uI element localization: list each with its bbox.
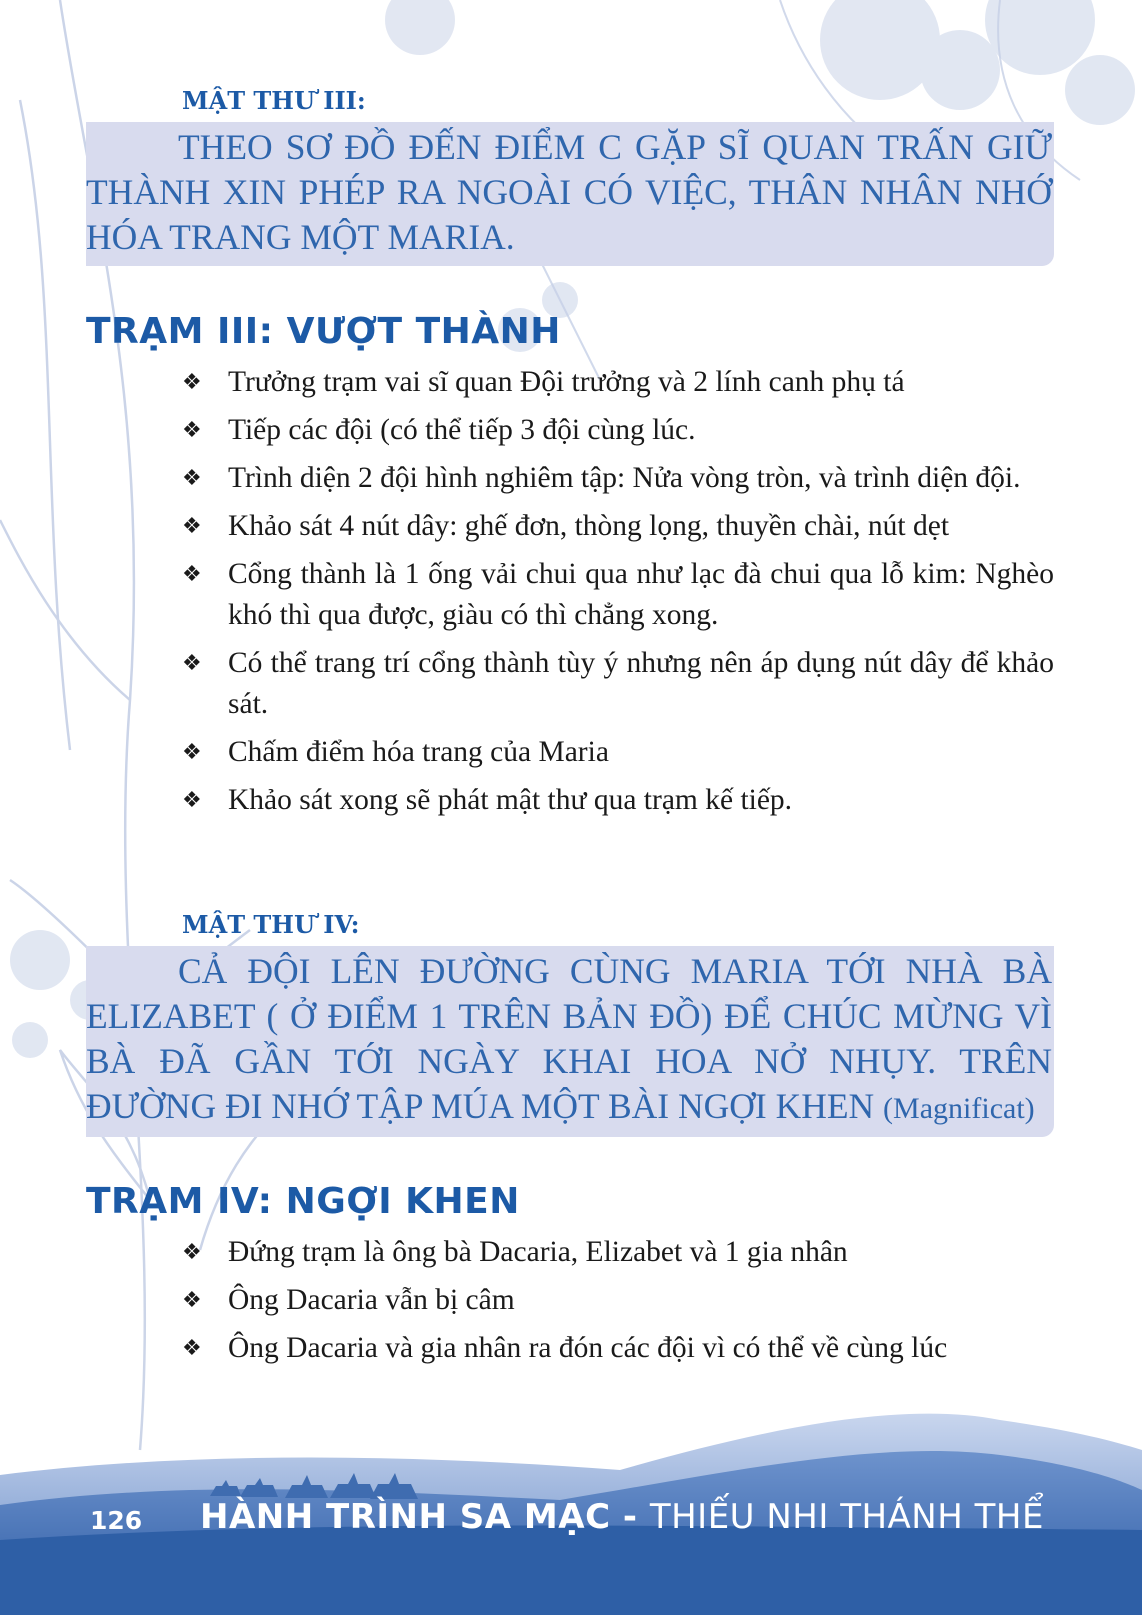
diamond-ornament-icon: ❖ xyxy=(182,1336,202,1361)
list-item-text: Cổng thành là 1 ống vải chui qua như lạc đà chui qua lỗ kim: Nghèo khó thì qua được, giàu có thì chẳng xong. xyxy=(228,558,1054,631)
book-title-separator: - xyxy=(610,1497,650,1537)
diamond-ornament-icon: ❖ xyxy=(182,1288,202,1313)
list-item-text: Chấm điểm hóa trang của Maria xyxy=(228,736,609,768)
list-item-text: Có thể trang trí cổng thành tùy ý nhưng nên áp dụng nút dây để khảo sát. xyxy=(228,647,1054,720)
list-item-text: Ông Dacaria và gia nhân ra đón các đội vì có thể về cùng lúc xyxy=(228,1332,948,1364)
secret-code-4-text-tail: (Magnificat) xyxy=(883,1092,1035,1125)
secret-code-4-text: CẢ ĐỘI LÊN ĐƯỜNG CÙNG MARIA TỚI NHÀ BÀ ELIZABET ( Ở ĐIỂM 1 TRÊN BẢN ĐỒ) ĐỂ CHÚC MỪNG VÌ BÀ ĐÃ GẦN TỚI NGÀY KHAI HOA NỞ NHỤY. TRÊN ĐƯỜNG ĐI NHỚ TẬP MÚA MỘT BÀI NGỢI KHEN xyxy=(86,951,1052,1126)
list-item-text: Trưởng trạm vai sĩ quan Đội trưởng và 2 lính canh phụ tá xyxy=(228,366,905,398)
list-item-text: Khảo sát xong sẽ phát mật thư qua trạm kế tiếp. xyxy=(228,784,793,816)
book-title-bold: HÀNH TRÌNH SA MẠC xyxy=(200,1497,611,1537)
diamond-ornament-icon: ❖ xyxy=(182,562,202,587)
diamond-ornament-icon: ❖ xyxy=(182,1240,202,1265)
list-item-text: Đứng trạm là ông bà Dacaria, Elizabet và 1 gia nhân xyxy=(228,1236,848,1268)
diamond-ornament-icon: ❖ xyxy=(182,788,202,813)
diamond-ornament-icon: ❖ xyxy=(182,370,202,395)
diamond-ornament-icon: ❖ xyxy=(182,651,202,676)
diamond-ornament-icon: ❖ xyxy=(182,466,202,491)
list-item-text: Khảo sát 4 nút dây: ghế đơn, thòng lọng, thuyền chài, nút dẹt xyxy=(228,510,950,542)
diamond-ornament-icon: ❖ xyxy=(182,740,202,765)
book-title-regular: THIẾU NHI THÁNH THỂ xyxy=(649,1497,1044,1537)
book-title xyxy=(200,1497,1044,1537)
station-4-heading: TRẠM IV: NGỢI KHEN xyxy=(86,1181,520,1222)
diamond-ornament-icon: ❖ xyxy=(182,418,202,443)
station-3-heading: TRẠM III: VƯỢT THÀNH xyxy=(86,311,561,352)
list-item-text: Ông Dacaria vẫn bị câm xyxy=(228,1284,515,1316)
page-number: 126 xyxy=(90,1506,143,1535)
list-item-text: Trình diện 2 đội hình nghiêm tập: Nửa vòng tròn, và trình diện đội. xyxy=(228,462,1021,494)
secret-code-4-title: MẬT THƯ IV: xyxy=(182,910,360,939)
diamond-ornament-icon: ❖ xyxy=(182,514,202,539)
secret-code-3-text: THEO SƠ ĐỒ ĐẾN ĐIỂM C GẶP SĨ QUAN TRẤN GIỮ THÀNH XIN PHÉP RA NGOÀI CÓ VIỆC, THÂN NHÂN NHỚ HÓA TRANG MỘT MARIA. xyxy=(86,127,1052,257)
list-item-text: Tiếp các đội (có thể tiếp 3 đội cùng lúc. xyxy=(228,414,696,446)
secret-code-3-title: MẬT THƯ III: xyxy=(182,86,366,115)
